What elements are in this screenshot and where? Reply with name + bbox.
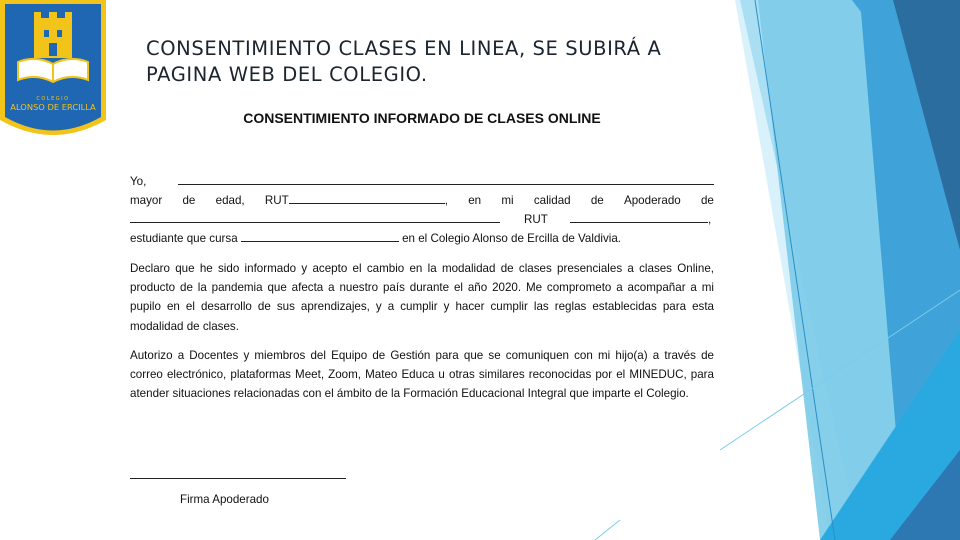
line-yo [130, 172, 714, 191]
document-title: CONSENTIMIENTO INFORMADO DE CLASES ONLINE [243, 110, 601, 126]
logo-name: ALONSO DE ERCILLA [10, 102, 96, 112]
student-name-blank [130, 210, 500, 223]
line-mayor-de-edad [130, 191, 714, 210]
line-student-name [130, 210, 714, 229]
course-label: estudiante que cursa [130, 232, 238, 245]
course-blank [241, 229, 399, 242]
student-rut-blank [570, 210, 708, 223]
word-de-3: de [700, 194, 714, 207]
word-de: de [182, 194, 196, 207]
comma: , [444, 194, 448, 207]
student-rut-label: RUT [524, 213, 548, 226]
slide-title [146, 36, 726, 88]
word-rut: RUT [264, 194, 289, 207]
deco-line-3 [595, 520, 620, 540]
signature-label: Firma Apoderado [180, 493, 269, 506]
word-apoderado: Apoderado [624, 194, 681, 207]
declaration-paragraph: Declaro que he sido informado y acepto el cambio en la modalidad de clases presenciales a clases Online, producto de la pandemia que afecta a nuestro país durante el año 2020. Me comprometo a acompañar a mi pupilo en el desarrollo de sus aprendizajes, y a cumplir y hacer cumplir las reglas establecidas para esta modalidad de clases. [130, 262, 714, 333]
name-blank [178, 172, 714, 185]
rut-blank [289, 191, 445, 204]
slide-title-line-2: PAGINA WEB DEL COLEGIO. [146, 63, 428, 86]
slide-title-line-1: CONSENTIMIENTO CLASES EN LINEA, SE SUBIRÁ A [146, 37, 662, 60]
comma-2: , [708, 213, 712, 226]
authorization-paragraph: Autorizo a Docentes y miembros del Equipo de Gestión para que se comuniquen con mi hijo(a) a través de correo electrónico, plataformas Meet, Zoom, Mateo Educa u otras similares reconocidas por el MINEDUC, para atender situaciones relacionadas con el ámbito de la Formación Educacional Integral que imparte el Colegio. [130, 349, 714, 401]
line-course [130, 229, 714, 248]
word-mayor: mayor [130, 194, 163, 207]
word-edad: edad, [215, 194, 245, 207]
logo-small-text: COLEGIO [36, 96, 70, 102]
word-de-2: de [590, 194, 604, 207]
rut-with-blank [265, 191, 448, 210]
school-logo [0, 0, 106, 140]
word-calidad: calidad [533, 194, 571, 207]
school-text: en el Colegio Alonso de Ercilla de Valdivia. [402, 232, 622, 245]
yo-label: Yo, [130, 175, 147, 188]
signature-line [130, 478, 346, 479]
word-mi: mi [501, 194, 514, 207]
word-en: en [468, 194, 482, 207]
